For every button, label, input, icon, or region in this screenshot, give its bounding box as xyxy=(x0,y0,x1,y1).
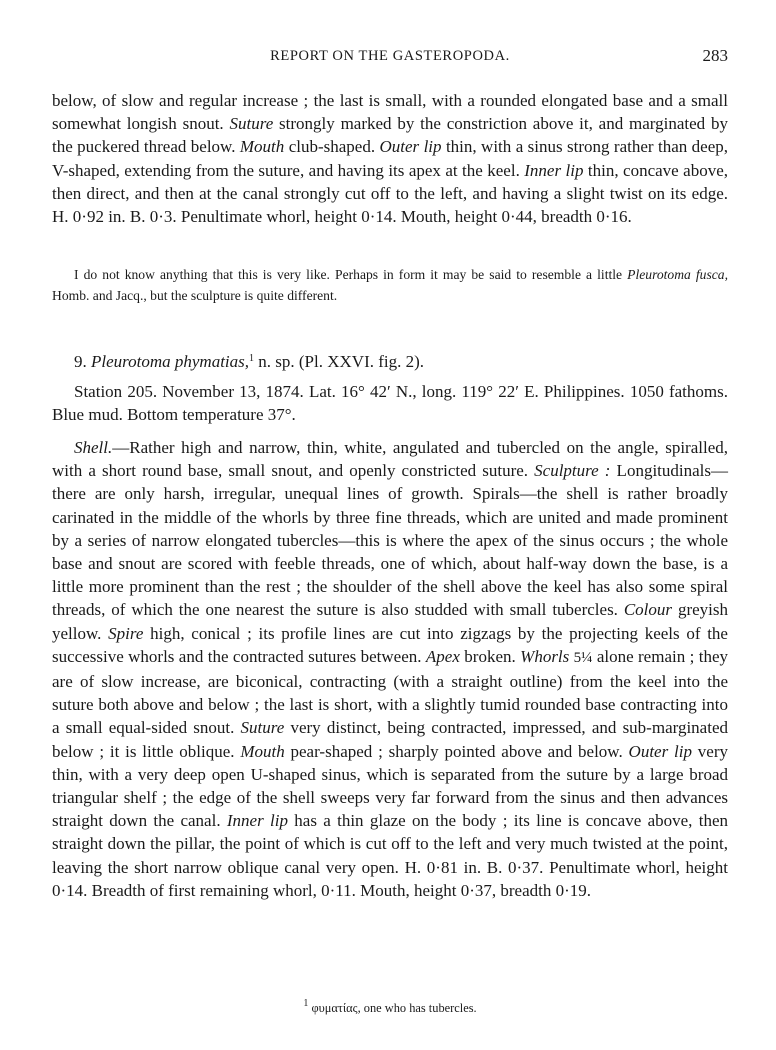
page-number: 283 xyxy=(702,46,728,65)
footnote-ref: 1 xyxy=(249,353,255,364)
footnote-marker: 1 xyxy=(303,998,309,1009)
footnote: $^1$ φυματίας, one who has tubercles. xyxy=(303,998,477,1015)
species-heading: 9. Pleurotoma phymatias,$^1$ n. sp. (Pl. XXVI. fig. 2). xyxy=(74,352,425,371)
description-continued: below, of slow and regular increase ; the last is small, with a rounded elongated base and a small somewhat longish snout. Suture strongly marked by the constriction above it, and marginated by the puckered thread below. Mouth club-shaped. Outer lip thin, with a sinus strong rather than deep, V-shaped, extending from the suture, and having its apex at the keel. Inner lip thin, concave above, then direct, and then at the canal strongly cut off to the left, and having a slight twist on its edge. H. 0·92 in. B. 0·3. Penultimate whorl, height 0·14. Mouth, height 0·44, breadth 0·16. xyxy=(52,91,729,227)
page-header xyxy=(52,48,728,70)
station-info: Station 205. November 13, 1874. Lat. 16° 42′ N., long. 119° 22′ E. Philippines. 1050 fathoms. Blue mud. Bottom temperature 37°. xyxy=(52,382,728,425)
shell-description: Shell.—Rather high and narrow, thin, white, angulated and tubercled on the angle, spiralled, with a short round base, small snout, and openly constricted suture. Sculpture : Longitudinals—there are only harsh, irregular, unequal lines of growth. Spirals—the shell is rather broadly carinated in the middle of the whorls by three fine threads, which are united and made prominent by a series of narrow elongated tubercles—this is where the apex of the sinus occurs ; the whole base and snout are scored with feeble threads, one of which, about half-way down the base, is a little more prominent than the rest ; the shoulder of the shell above the keel has also some spiral threads, of which the one nearest the suture is also studded with small tubercles. Colour greyish yellow. Spire high, conical ; its profile lines are cut into zigzags by the projecting keels of the successive whorls and the contracted sutures between. Apex broken. Whorls 5¼ alone remain ; they are of slow increase, are biconical, contracting (with a straight outline) from the keel into the suture both above and below ; the last is short, with a slightly tumid rounded base contracting into a small equal-sided snout. Suture very distinct, being contracted, impressed, and sub-marginated below ; it is little oblique. Mouth pear-shaped ; sharply pointed above and below. Outer lip very thin, with a very deep open U-shaped sinus, which is separated from the suture by a large broad triangular shelf ; the edge of the shell sweeps very far forward from the sinus and then advances straight down the canal. Inner lip has a thin glaze on the body ; its line is concave above, then straight down the pillar, the point of which is cut off to the left and very much twisted at the point, leaving the short narrow oblique canal very open. H. 0·81 in. B. 0·37. Penultimate whorl, height 0·14. Breadth of first remaining whorl, 0·11. Mouth, height 0·37, breadth 0·19. xyxy=(52,438,728,900)
remark-note: I do not know anything that this is very like. Perhaps in form it may be said to resemble a little Pleurotoma fusca, Homb. and Jacq., but the sculpture is quite different. xyxy=(52,267,729,303)
running-head: REPORT ON THE GASTEROPODA. xyxy=(270,48,510,64)
